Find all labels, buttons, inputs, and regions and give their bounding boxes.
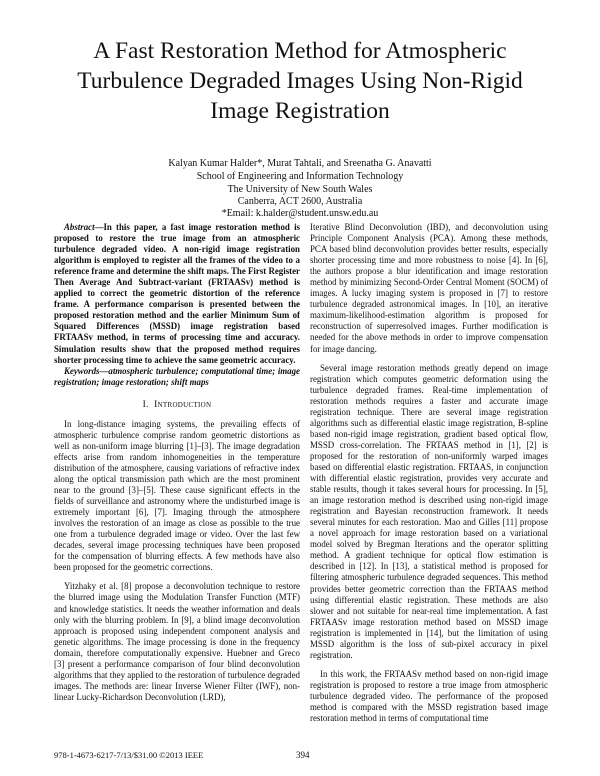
section-heading [54,400,300,411]
title-line: Image Registration [210,98,390,124]
body-paragraph: Iterative Blind Deconvolution (IBD), and deconvolution using Principle Component Analysis (PCA). Among these methods, PCA based blind deconvolution provides better results, especially shorter processing time and more robustness to noise [4]. In [6], the authors propose a blur identification and image restoration method by minimizing Second-Order Central Moment (SOCM) of images. A lucky imaging system is proposed in [7] to restore turbulence degraded astronomical images. In [10], an iterative maximum-likelihood-estimation algorithm is proposed for reconstruction of superresolved images. Further modification is needed for the above methods in order to improve compensation for image dancing. [310,222,548,354]
section-number: I. [142,399,149,410]
body-paragraph: Yitzhaky et al. [8] propose a deconvolution technique to restore the blurred image using the Modulation Transfer Function (MTF) and knowledge statistics. It needs the weather information and deals only with the blurring problem. In [9], a blind image deconvolution approach is proposed using independent component analysis and genetic algorithms. The image processing is done in the frequency domain, therefore computationally expensive. Huebner and Greco [3] present a performance comparison of four blind deconvolution algorithms that they applied to the restoration of turbulence degraded images. The methods are: linear Inverse Wiener Filter (IWF), non-linear Lucky-Richardson Deconvolution (LRD), [54,581,300,702]
title-line: Turbulence Degraded Images Using Non-Rigid [77,68,523,94]
page-number: 394 [296,750,310,760]
affiliation-line: The University of New South Wales [227,184,373,195]
affiliation-line: School of Engineering and Information Technology [196,171,404,182]
abstract [54,222,300,366]
keywords [54,366,300,388]
body-paragraph: In long-distance imaging systems, the prevailing effects of atmospheric turbulence comprise random geometric distortions as well as non-uniform image blurring [1]–[3]. The image degradation effects arise from random inhomogeneities in the temperature distribution of the atmosphere, causing variations of refractive index along the optical transmission path which are the most prominent near to the ground [3]–[5]. These cause significant effects in the fields of surveillance and astronomy where the undisturbed image is extremely important [6], [7]. Imaging through the atmosphere involves the restoration of an image as close as possible to the true one from a turbulence degraded image or video. Over the last few decades, several image processing techniques have been proposed for the compensation of blurring effects. A few methods have also been proposed for the geometric corrections. [54,418,300,573]
body-paragraph: In this work, the FRTAASv method based on non-rigid image registration is proposed to restore a true image from atmospheric turbulence degraded video. The performance of the proposed method is compared with the MSSD registration based image restoration method in terms of computational time [310,668,548,724]
author-list: Kalyan Kumar Halder*, Murat Tahtali, and Sreenatha G. Anavatti [168,158,432,169]
author-email: *Email: k.halder@student.unsw.edu.au [221,208,379,219]
left-column [54,222,300,703]
section-title: Introduction [154,399,212,410]
copyright-notice: 978-1-4673-6217-7/13/$31.00 ©2013 IEEE [54,750,204,760]
paper-title [40,36,560,126]
keywords-label: Keywords [64,365,100,376]
body-paragraph: Several image restoration methods greatly depend on image registration which computes geometric deformation using the turbulence degraded frames. Real-time implementation of restoration methods requires a faster and accurate image registration technique. There are several image registration algorithms such as differential elastic image registration, B-spline based non-rigid image registration, gradient based optical flow, MSSD cross-correlation. The FRTAAS method in [1], [2] is proposed for the restoration of non-uniformly warped images based on differential elastic registration. FRTAAS, in conjunction with differential elastic registration, provides very accurate and stable results, though it takes several hours for processing. In [5], an image restoration method is described using non-rigid image registration and Bayesian reconstruction framework. It needs several minutes for each restoration. Mao and Gilles [11] propose a novel approach for image restoration based on a variational model solved by Bregman Iterations and the operator splitting method. A gradient technique for optical flow estimation is described in [12]. In [13], a statistical method is proposed for filtering atmospheric turbulence degraded sequences. This method provides better geometric correction than the FRTAAS method using differential elastic registration. These methods are also slower and not suitable for near-real time implementation. A fast FRTAASv image restoration method based on MSSD image registration is implemented in [14], but the limitation of using MSSD algorithm is the loss of sub-pixel accuracy in pixel registration. [310,362,548,660]
right-column [310,222,548,724]
title-line: A Fast Restoration Method for Atmospheric [93,38,507,64]
abstract-label: Abstract [64,222,95,232]
abstract-text: —In this paper, a fast image restoration method is proposed to restore the true image from an atmospheric turbulence degraded video. A non-rigid image registration algorithm is employed to register all the frames of the video to a reference frame and determine the shift maps. The First Register Then Average And Subtract-variant (FRTAASv) method is applied to correct the geometric distortion of the reference frame. A performance comparison is presented between the proposed restoration method and the earlier Minimum Sum of Squared Differences (MSSD) image registration based FRTAASv method, in terms of processing time and accuracy. Simulation results show that the proposed method requires shorter processing time to achieve the same geometric accuracy. [54,222,300,365]
keywords-text: —atmospheric turbulence; computational time; image registration; image restoration; shift maps [54,365,300,387]
affiliation-line: Canberra, ACT 2600, Australia [237,196,363,207]
